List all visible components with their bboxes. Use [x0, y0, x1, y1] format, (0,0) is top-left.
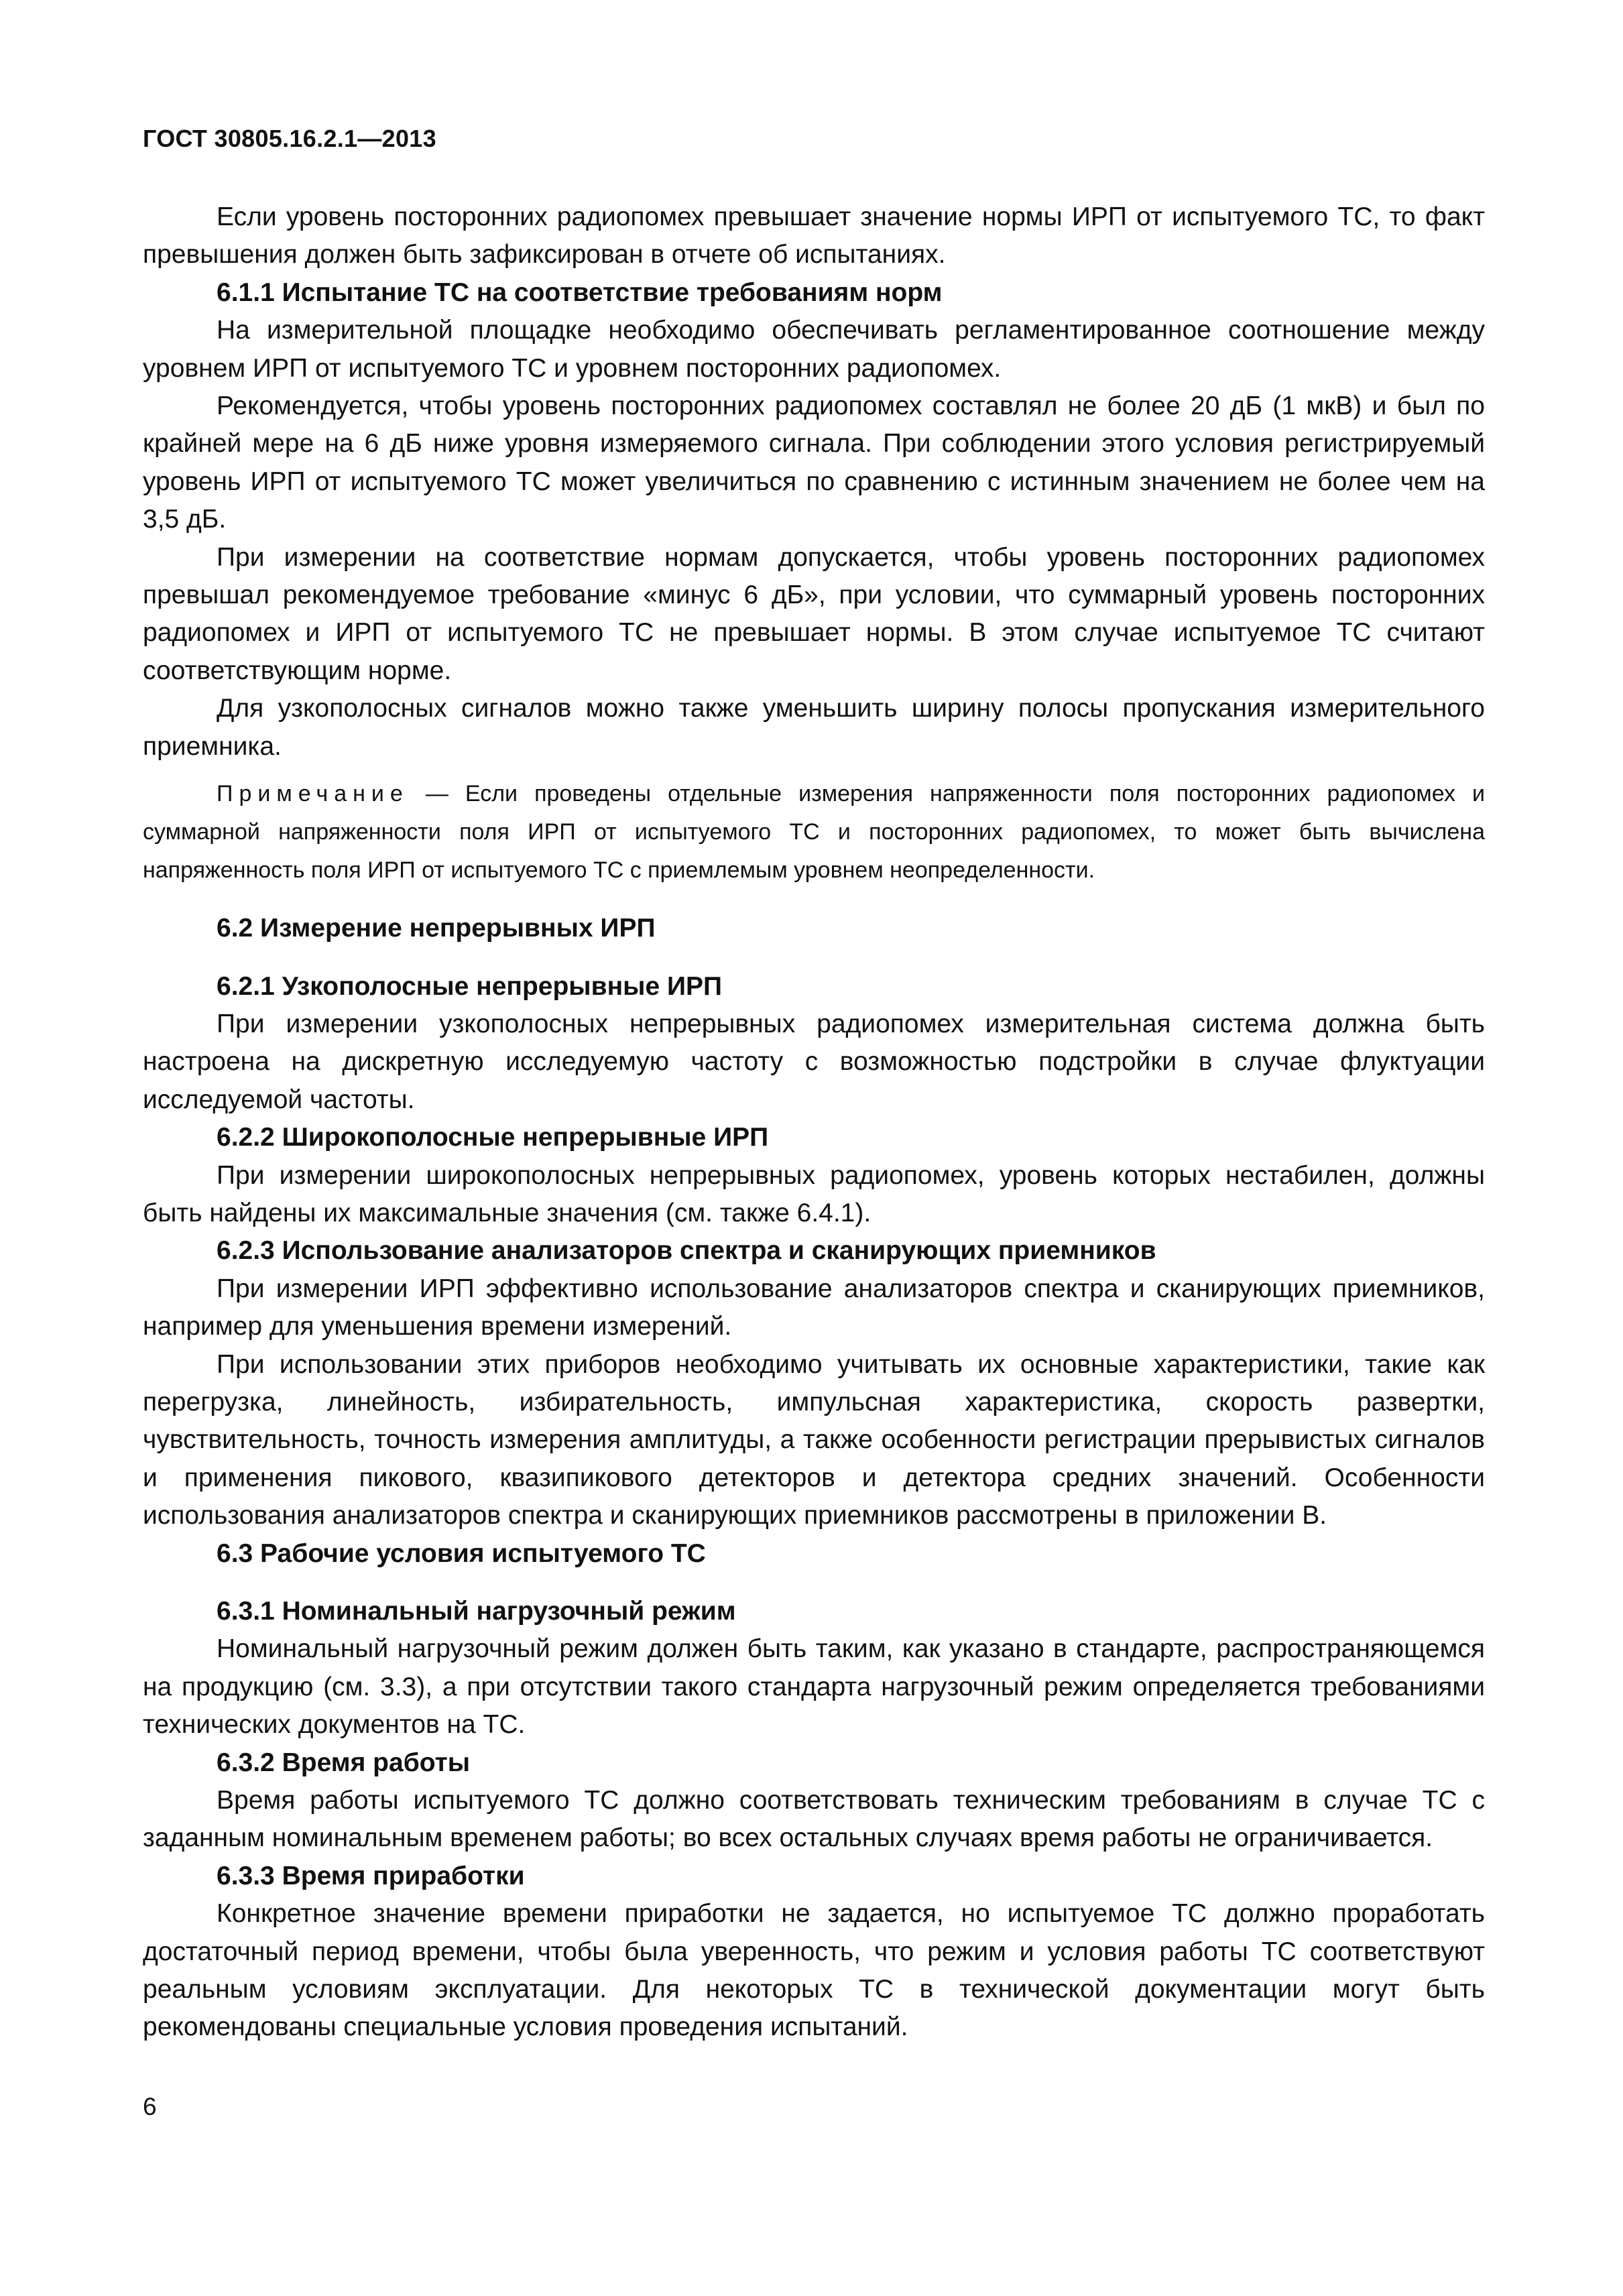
- paragraph: При использовании этих приборов необходимо учитывать их основные характеристики, такие как перегрузка, линейность, избирательность, импульсная характеристика, скорость развертки, чувствительность, точность измерения амплитуды, а также особенности регистрации прерывистых сигналов и применения пикового, квазипикового детекторов и детектора средних значений. Особенности использования анализаторов спектра и сканирующих приемников рассмотрены в приложении В.: [143, 1349, 1485, 1530]
- page-number: 6: [143, 2093, 157, 2120]
- paragraph: При измерении широкополосных непрерывных радиопомех, уровень которых нестабилен, должны быть найдены их максимальные значения (см. также 6.4.1).: [143, 1160, 1485, 1227]
- paragraph: При измерении на соответствие нормам допускается, чтобы уровень посторонних радиопомех превышал рекомендуемое требование «минус 6 дБ», при условии, что суммарный уровень посторонних радиопомех и ИРП от испытуемого ТС не превышает нормы. В этом случае испытуемое ТС считают соответствующим норме.: [143, 542, 1485, 685]
- paragraph: Конкретное значение времени приработки не задается, но испытуемое ТС должно проработать достаточный период времени, чтобы была уверенность, что режим и условия работы ТС соответствуют реальным условиям эксплуатации. Для некоторых ТС в технической документации могут быть рекомендованы специальные условия проведения испытаний.: [143, 1899, 1485, 2042]
- section-heading: 6.1.1 Испытание ТС на соответствие требованиям норм: [217, 278, 943, 307]
- section-heading: 6.3.3 Время приработки: [217, 1861, 525, 1890]
- paragraph: При измерении ИРП эффективно использование анализаторов спектра и сканирующих приемников, например для уменьшения времени измерений.: [143, 1274, 1485, 1341]
- paragraph: При измерении узкополосных непрерывных радиопомех измерительная система должна быть настроена на дискретную исследуемую частоту с возможностью подстройки в случае флуктуации исследуемой частоты.: [143, 1009, 1485, 1114]
- paragraph: Для узкополосных сигналов можно также уменьшить ширину полосы пропускания измерительного приемника.: [143, 694, 1485, 761]
- note: [143, 775, 1485, 890]
- paragraph: Номинальный нагрузочный режим должен быть таким, как указано в стандарте, распространяющемся на продукцию (см. 3.3), а при отсутствии такого стандарта нагрузочный режим определяется требованиями технических документов на ТС.: [143, 1634, 1485, 1740]
- section-heading: 6.2.3 Использование анализаторов спектра и сканирующих приемников: [217, 1236, 1156, 1266]
- paragraph: На измерительной площадке необходимо обеспечивать регламентированное соотношение между уровнем ИРП от испытуемого ТС и уровнем посторонних радиопомех.: [143, 316, 1485, 383]
- section-heading: 6.3.2 Время работы: [217, 1748, 471, 1777]
- paragraph: Рекомендуется, чтобы уровень посторонних радиопомех составлял не более 20 дБ (1 мкВ) и был по крайней мере на 6 дБ ниже уровня измеряемого сигнала. При соблюдении этого условия регистрируемый уровень ИРП от испытуемого ТС может увеличиться по сравнению с истинным значением не более чем на 3,5 дБ.: [143, 391, 1485, 534]
- section-heading: 6.2.1 Узкополосные непрерывные ИРП: [217, 971, 723, 1001]
- section-heading: 6.2 Измерение непрерывных ИРП: [217, 914, 656, 943]
- paragraph: Время работы испытуемого ТС должно соответствовать техническим требованиям в случае ТС с заданным номинальным временем работы; во всех остальных случаях время работы не ограничивается.: [143, 1786, 1485, 1853]
- note-text: — Если проведены отдельные измерения напряженности поля посторонних радиопомех и суммарной напряженности поля ИРП от испытуемого ТС и посторонних радиопомех, то может быть вычислена напряженность поля ИРП от испытуемого ТС с приемлемым уровнем неопределенности.: [143, 781, 1485, 884]
- document-header: ГОСТ 30805.16.2.1—2013: [143, 125, 436, 152]
- section-heading: 6.3 Рабочие условия испытуемого ТС: [217, 1538, 706, 1568]
- section-heading: 6.3.1 Номинальный нагрузочный режим: [217, 1597, 736, 1626]
- document-body: [143, 198, 1485, 2047]
- paragraph: Если уровень посторонних радиопомех превышает значение нормы ИРП от испытуемого ТС, то факт превышения должен быть зафиксирован в отчете об испытаниях.: [143, 202, 1485, 269]
- section-heading: 6.2.2 Широкополосные непрерывные ИРП: [217, 1123, 769, 1152]
- note-label: Примечание: [217, 781, 409, 807]
